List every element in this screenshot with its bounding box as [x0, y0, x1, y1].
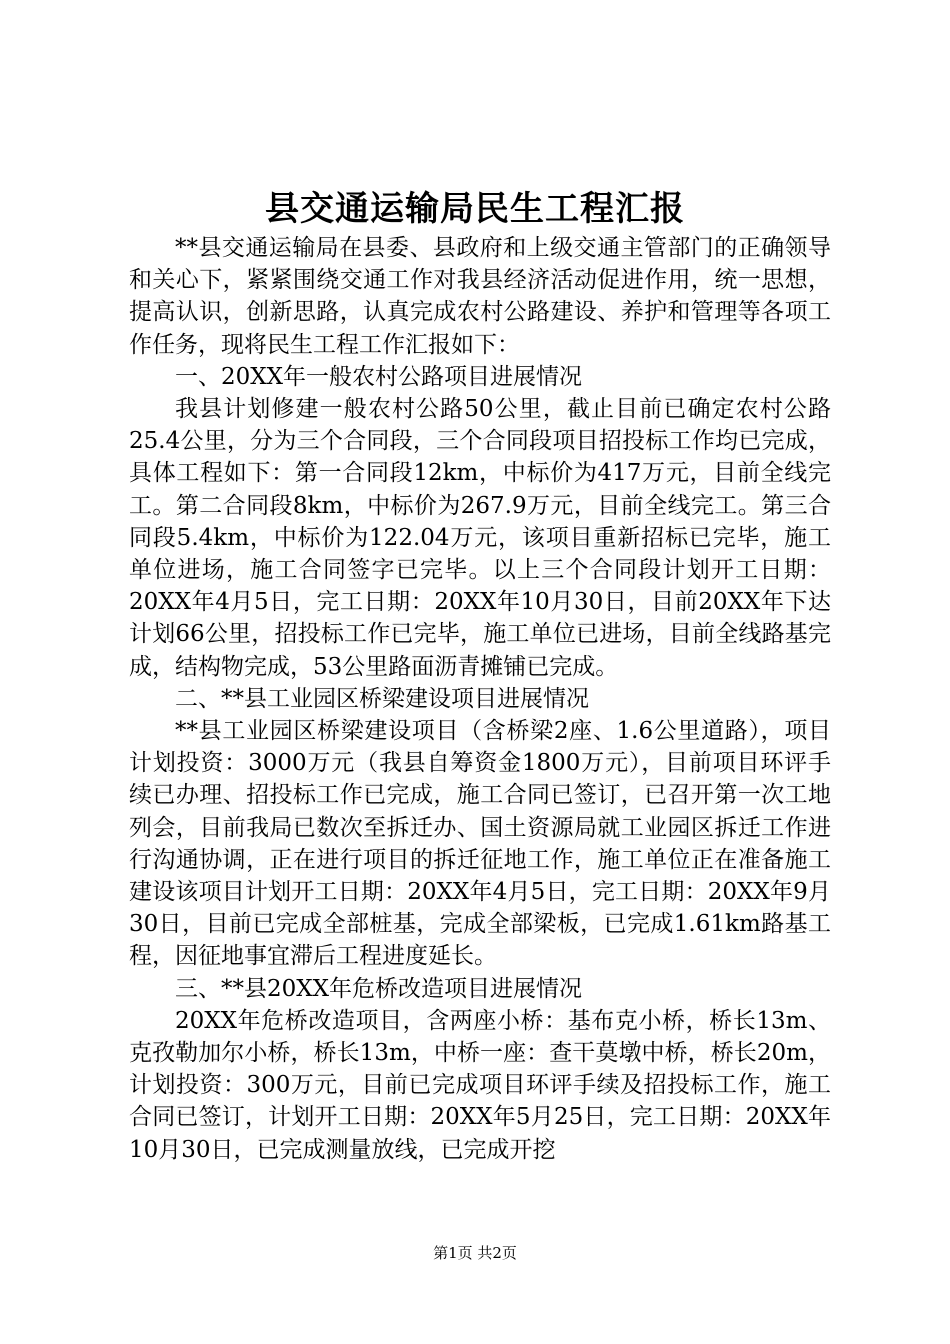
paragraph-intro: **县交通运输局在县委、县政府和上级交通主管部门的正确领导和关心下，紧紧围绕交通工作对我县经济活动促进作用，统一思想，提高认识，创新思路，认真完成农村公路建设、养护和管理等各项工作任务，现将民生工程工作汇报如下：	[129, 235, 831, 358]
section-heading-3: 三、**县20XX年危桥改造项目进展情况	[175, 975, 583, 1002]
paragraph-section-1: 我县计划修建一般农村公路50公里，截止目前已确定农村公路25.4公里，分为三个合同段，三个合同段项目招投标工作均已完成，具体工程如下：第一合同段12km，中标价为417万元，目前全线完工。第二合同段8km，中标价为267.9万元，目前全线完工。第三合同段5.4km，中标价为122.04万元，该项目重新招标已完毕，施工单位进场，施工合同签字已完毕。以上三个合同段计划开工日期：20XX年4月5日，完工日期：20XX年10月30日，目前20XX年下达计划66公里，招投标工作已完毕，施工单位已进场，目前全线路基完成，结构物完成，53公里路面沥青摊铺已完成。	[129, 396, 831, 680]
document-title: 县交通运输局民生工程汇报	[265, 189, 685, 229]
page-footer: 第1页 共2页	[433, 1244, 517, 1262]
paragraph-section-3: 20XX年危桥改造项目，含两座小桥：基布克小桥，桥长13m、克孜勒加尔小桥，桥长13m，中桥一座：查干莫墩中桥，桥长20m，计划投资：300万元，目前已完成项目环评手续及招投标工作，施工合同已签订，计划开工日期：20XX年5月25日，完工日期：20XX年10月30日，已完成测量放线，已完成开挖	[129, 1007, 831, 1163]
document-body	[129, 232, 831, 1166]
section-heading-2: 二、**县工业园区桥梁建设项目进展情况	[175, 685, 589, 712]
section-heading-1: 一、20XX年一般农村公路项目进展情况	[175, 363, 583, 390]
paragraph-section-2: **县工业园区桥梁建设项目（含桥梁2座、1.6公里道路），项目计划投资：3000万元（我县自筹资金1800万元），目前项目环评手续已办理、招投标工作已完成，施工合同已签订，已召开第一次工地列会，目前我局已数次至拆迁办、国土资源局就工业园区拆迁工作进行沟通协调，正在进行项目的拆迁征地工作，施工单位正在准备施工建设该项目计划开工日期：20XX年4月5日，完工日期：20XX年9月30日，目前已完成全部桩基，完成全部梁板，已完成1.61km路基工程，因征地事宜滞后工程进度延长。	[129, 718, 831, 970]
